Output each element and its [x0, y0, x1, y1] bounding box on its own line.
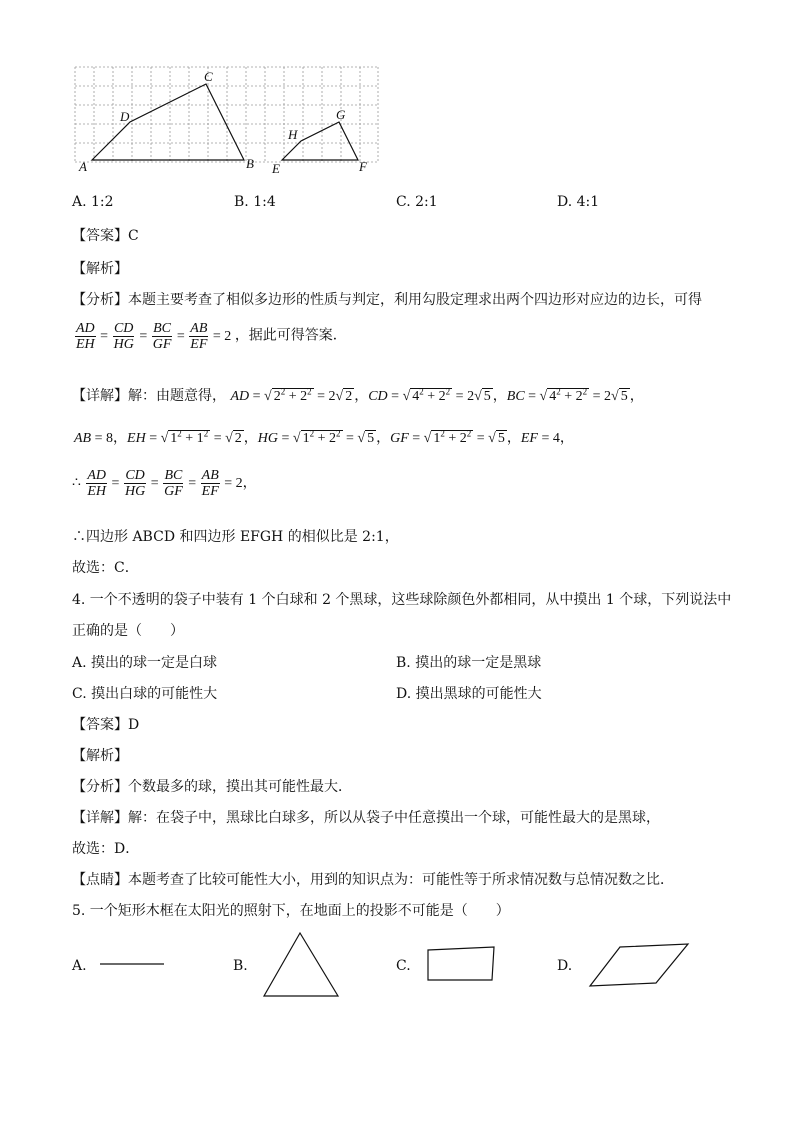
- label-a: A: [79, 159, 87, 174]
- dianjing-text: 本题考查了比较可能性大小，用到的知识点为：可能性等于所求情况数与总情况数之比．: [128, 872, 674, 888]
- xiangjie-tag: 【详解】: [72, 810, 128, 826]
- q4-fenxi-line: [72, 776, 352, 796]
- q4-choose: 故选：D．: [72, 841, 140, 857]
- quadrilateral-abcd: [92, 84, 244, 160]
- label-f: F: [359, 159, 367, 174]
- q3-detail-line-2: [74, 427, 574, 447]
- xiangjie-text: 解：在袋子中，黑球比白球多，所以从袋子中任意摸出一个球，可能性最大的是黑球，: [128, 810, 660, 826]
- q3-ratio-line: [74, 321, 347, 352]
- answer-value: C: [128, 228, 139, 244]
- q4-stem-line2: 正确的是（ ）: [72, 623, 184, 639]
- q5-option-b-label[interactable]: B.: [233, 958, 248, 974]
- q5-option-c-rectangle[interactable]: [424, 944, 498, 984]
- xiangjie-intro: 解：由题意得，: [128, 388, 226, 404]
- label-e: E: [272, 161, 280, 176]
- q5-option-c-label[interactable]: C.: [396, 958, 411, 974]
- q3-option-b[interactable]: B. 1:4: [234, 194, 276, 210]
- fenxi-tag: 【分析】: [72, 779, 128, 795]
- label-c: C: [204, 69, 213, 84]
- similar-quadrilaterals-figure: [72, 64, 392, 182]
- q4-analysis-tag: 【解析】: [72, 748, 128, 764]
- q5-option-b-triangle[interactable]: [260, 930, 342, 1000]
- q4-stem-line1: 4. 一个不透明的袋子中装有 1 个白球和 2 个黑球，这些球除颜色外都相同，从中摸出 1 个球，下列说法中: [72, 592, 732, 608]
- fenxi-tag: 【分析】: [72, 292, 128, 308]
- fenxi-text: 本题主要考查了相似多边形的性质与判定，利用勾股定理求出两个四边形对应边的边长，可得: [128, 292, 702, 308]
- q4-option-c[interactable]: C. 摸出白球的可能性大: [72, 686, 218, 702]
- label-h: H: [288, 127, 298, 142]
- q4-option-a[interactable]: A. 摸出的球一定是白球: [72, 655, 218, 671]
- q5-stem: 5. 一个矩形木框在太阳光的照射下，在地面上的投影不可能是（ ）: [72, 903, 510, 919]
- q4-dianjing-line: [72, 869, 674, 889]
- q3-detail-line-1: [72, 385, 644, 405]
- ratio-formula-2: $\frac{AD}{EH}$ = $\frac{CD}{HG}$ = $\frac{BC}{GF}$ = $\frac{AB}{EF}$ = 2，: [87, 468, 257, 499]
- q4-option-d[interactable]: D. 摸出黑球的可能性大: [396, 686, 542, 702]
- xiangjie-tag: 【详解】: [72, 388, 128, 404]
- fenxi-tail: ，据此可得答案．: [234, 327, 347, 344]
- therefore-symbol: ∴: [72, 474, 81, 491]
- q5-option-d-parallelogram[interactable]: [586, 941, 692, 989]
- q4-detail-line: [72, 807, 660, 827]
- answer-value: D: [128, 717, 140, 733]
- q3-answer-line: [72, 225, 139, 245]
- q5-option-a-segment[interactable]: [98, 958, 168, 970]
- q3-option-a[interactable]: A. 1:2: [72, 194, 114, 210]
- q5-option-d-label[interactable]: D.: [557, 958, 573, 974]
- q5-option-a-label[interactable]: A.: [72, 958, 87, 974]
- fenxi-text: 个数最多的球，摸出其可能性最大．: [128, 779, 352, 795]
- q3-therefore-line: [72, 468, 257, 499]
- q3-conclusion: ∴四边形 ABCD 和四边形 EFGH 的相似比是 2:1，: [72, 529, 399, 545]
- q3-option-d[interactable]: D. 4:1: [557, 194, 600, 210]
- q3-choose: 故选：C．: [72, 560, 139, 576]
- q4-option-b[interactable]: B. 摸出的球一定是黑球: [396, 655, 542, 671]
- q3-analysis-tag: 【解析】: [72, 261, 128, 277]
- q3-fenxi-line: [72, 289, 702, 309]
- ratio-formula: $\frac{AD}{EH}$ = $\frac{CD}{HG}$ = $\frac{BC}{GF}$ = $\frac{AB}{EF}$ = 2: [76, 321, 232, 352]
- label-g: G: [336, 107, 346, 122]
- label-b: B: [246, 156, 254, 171]
- dianjing-tag: 【点睛】: [72, 872, 128, 888]
- detail-formulas-1: AD = √ $2^2 + 2^2 = 2√$ 2 ，CD = √ $4^2 + 2^2 = 2√$ 5 ，BC = √ $4^2 + 2^2 = 2√$ 5 ，: [230, 386, 644, 404]
- detail-formulas-2: AB = 8，EH = √ $1^2 + 1^2$ = √ 2 ，HG = √ $1^2 + 2^2$ = √ 5 ，GF = √ $1^2 + 2^2$ = √ 5 ，EF = 4，: [74, 428, 574, 446]
- q3-option-c[interactable]: C. 2:1: [396, 194, 438, 210]
- q4-answer-line: [72, 714, 139, 734]
- answer-tag: 【答案】: [72, 228, 128, 244]
- label-d: D: [120, 109, 130, 124]
- answer-tag: 【答案】: [72, 717, 128, 733]
